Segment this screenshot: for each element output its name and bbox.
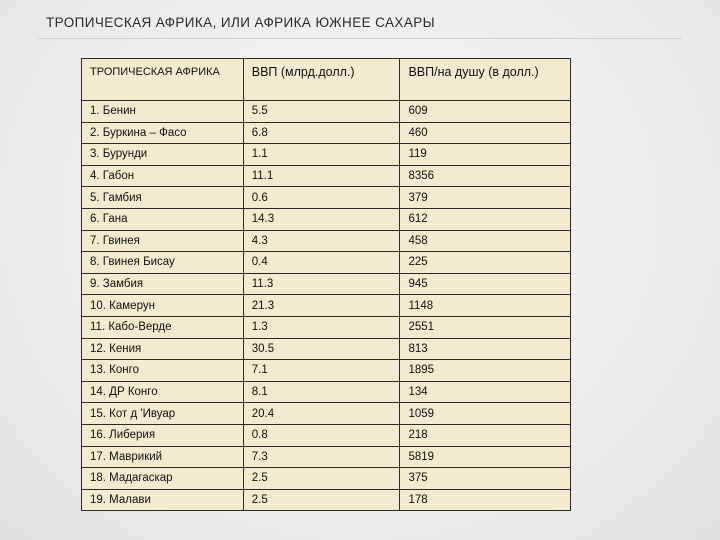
gdp-cell: 1.3 (243, 316, 400, 338)
table-row (82, 208, 571, 230)
table-row (82, 252, 571, 274)
table-row (82, 360, 571, 382)
gdp-cell: 2.5 (243, 489, 400, 511)
country-cell: 6. Гана (82, 208, 244, 230)
country-cell: 3. Бурунди (82, 144, 244, 166)
country-cell: 8. Гвинея Бисау (82, 252, 244, 274)
table-row (82, 489, 571, 511)
gdp-per-capita-cell: 218 (400, 424, 571, 446)
country-cell: 16. Либерия (82, 424, 244, 446)
table-row (82, 338, 571, 360)
country-cell: 9. Замбия (82, 273, 244, 295)
table-row (82, 403, 571, 425)
table-row (82, 187, 571, 209)
gdp-per-capita-cell: 612 (400, 208, 571, 230)
country-cell: 10. Камерун (82, 295, 244, 317)
gdp-per-capita-cell: 813 (400, 338, 571, 360)
gdp-cell: 5.5 (243, 101, 400, 123)
table-row (82, 381, 571, 403)
table-row (82, 144, 571, 166)
country-cell: 15. Кот д 'Ивуар (82, 403, 244, 425)
gdp-cell: 8.1 (243, 381, 400, 403)
gdp-cell: 4.3 (243, 230, 400, 252)
table-row (82, 165, 571, 187)
table-row (82, 424, 571, 446)
gdp-per-capita-cell: 178 (400, 489, 571, 511)
country-cell: 4. Габон (82, 165, 244, 187)
gdp-per-capita-cell: 134 (400, 381, 571, 403)
gdp-cell: 7.3 (243, 446, 400, 468)
gdp-cell: 2.5 (243, 468, 400, 490)
gdp-per-capita-cell: 2551 (400, 316, 571, 338)
gdp-cell: 6.8 (243, 122, 400, 144)
country-cell: 2. Буркина – Фасо (82, 122, 244, 144)
gdp-cell: 20.4 (243, 403, 400, 425)
gdp-cell: 11.1 (243, 165, 400, 187)
country-cell: 17. Маврикий (82, 446, 244, 468)
table-header-row (82, 59, 571, 101)
gdp-per-capita-cell: 119 (400, 144, 571, 166)
gdp-cell: 30.5 (243, 338, 400, 360)
gdp-table (81, 58, 571, 511)
table-row (82, 295, 571, 317)
column-header-region: ТРОПИЧЕСКАЯ АФРИКА (82, 59, 244, 101)
table-row (82, 122, 571, 144)
country-cell: 12. Кения (82, 338, 244, 360)
title-divider (38, 38, 682, 39)
table-row (82, 273, 571, 295)
gdp-per-capita-cell: 945 (400, 273, 571, 295)
country-cell: 1. Бенин (82, 101, 244, 123)
gdp-cell: 14.3 (243, 208, 400, 230)
gdp-per-capita-cell: 1148 (400, 295, 571, 317)
table-row (82, 446, 571, 468)
column-header-gdp: ВВП (млрд.долл.) (243, 59, 400, 101)
table-body (82, 101, 571, 511)
country-cell: 13. Конго (82, 360, 244, 382)
gdp-per-capita-cell: 1059 (400, 403, 571, 425)
country-cell: 7. Гвинея (82, 230, 244, 252)
gdp-per-capita-cell: 379 (400, 187, 571, 209)
gdp-cell: 1.1 (243, 144, 400, 166)
column-header-gdp-per-capita: ВВП/на душу (в долл.) (400, 59, 571, 101)
gdp-per-capita-cell: 458 (400, 230, 571, 252)
gdp-cell: 0.6 (243, 187, 400, 209)
slide-title: ТРОПИЧЕСКАЯ АФРИКА, ИЛИ АФРИКА ЮЖНЕЕ САХАРЫ (46, 15, 435, 30)
country-cell: 5. Гамбия (82, 187, 244, 209)
gdp-per-capita-cell: 460 (400, 122, 571, 144)
table-row (82, 101, 571, 123)
gdp-per-capita-cell: 1895 (400, 360, 571, 382)
country-cell: 14. ДР Конго (82, 381, 244, 403)
country-cell: 18. Мадагаскар (82, 468, 244, 490)
table-row (82, 468, 571, 490)
gdp-cell: 21.3 (243, 295, 400, 317)
gdp-per-capita-cell: 225 (400, 252, 571, 274)
gdp-per-capita-cell: 5819 (400, 446, 571, 468)
country-cell: 11. Кабо-Верде (82, 316, 244, 338)
gdp-cell: 11.3 (243, 273, 400, 295)
table-row (82, 316, 571, 338)
gdp-cell: 0.8 (243, 424, 400, 446)
gdp-per-capita-cell: 609 (400, 101, 571, 123)
country-cell: 19. Малави (82, 489, 244, 511)
gdp-cell: 0.4 (243, 252, 400, 274)
gdp-per-capita-cell: 8356 (400, 165, 571, 187)
gdp-per-capita-cell: 375 (400, 468, 571, 490)
gdp-cell: 7.1 (243, 360, 400, 382)
table-row (82, 230, 571, 252)
